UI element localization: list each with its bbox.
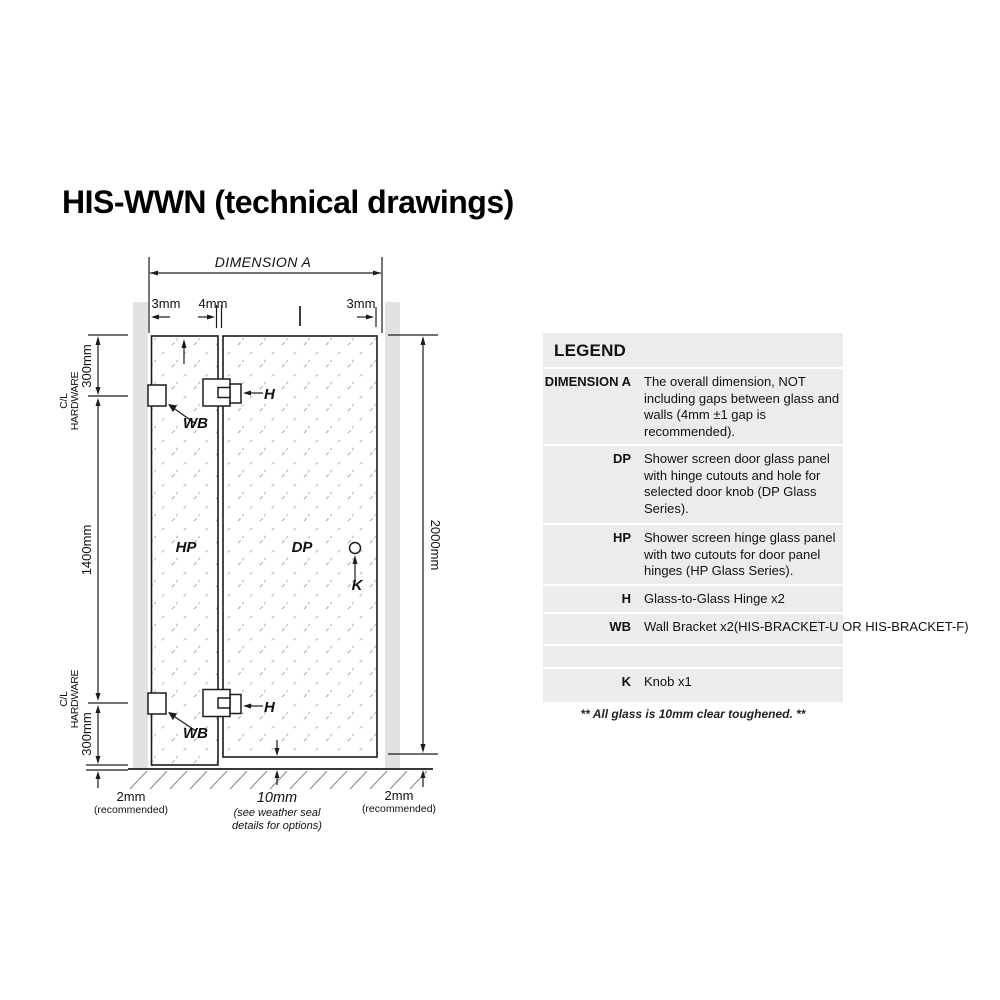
hp-panel-label: HP [175, 539, 197, 556]
bottom-left-note: (recommended) [93, 804, 169, 816]
legend-row-h [543, 584, 843, 612]
legend-definition [644, 651, 841, 663]
legend-definition: Shower screen hinge glass panel with two cutouts for door panel hinges (HP Glass Series). [644, 530, 836, 578]
knob-circle [350, 543, 361, 554]
cl-hardware-bottom-line2: HARDWARE [69, 669, 81, 729]
floor [128, 769, 433, 789]
legend-term: H [621, 591, 631, 606]
gap-right-label: 3mm [346, 296, 376, 311]
legend-row-k [543, 667, 843, 702]
legend-footnote: ** All glass is 10mm clear toughened. ** [580, 707, 806, 721]
cl-hardware-bottom-line1: C/L [58, 691, 70, 707]
legend-row-dimension-a [543, 367, 843, 444]
legend-term [543, 651, 631, 663]
bottom-left-value: 2mm [116, 789, 146, 804]
legend-definition: Shower screen door glass panel with hinge cutouts and hole for selected door knob (DP Glass Series). [644, 451, 830, 516]
dim-1400-label: 1400mm [79, 524, 94, 576]
k-label: K [351, 577, 363, 594]
dp-panel-label: DP [291, 539, 313, 556]
wall-bracket-bottom [148, 693, 166, 714]
legend-term: WB [609, 618, 631, 634]
gap-left-label: 3mm [151, 296, 181, 311]
wb-top-label: WB [183, 415, 208, 432]
dim-300-bottom-label: 300mm [79, 712, 94, 756]
bottom-mid-note2: details for options) [232, 820, 322, 832]
bottom-mid-note1: (see weather seal [233, 807, 321, 819]
legend-term: DIMENSION A [544, 374, 631, 389]
right-wall [385, 302, 400, 769]
page-title: HIS-WWN (technical drawings) [62, 184, 514, 220]
dimension-a-label: DIMENSION A [214, 254, 312, 270]
wb-bottom-label: WB [183, 725, 208, 742]
left-dimensions [58, 335, 128, 788]
dim-2000-label: 2000mm [428, 519, 443, 571]
bottom-right-value: 2mm [384, 788, 414, 803]
h-top-label: H [264, 386, 275, 403]
legend-row-dp [543, 444, 843, 523]
h-bottom-label: H [264, 699, 275, 716]
legend-row-hp [543, 523, 843, 584]
cl-hardware-top-line1: C/L [58, 393, 70, 409]
legend-heading: LEGEND [554, 341, 627, 360]
dimension-a [149, 254, 382, 333]
legend-definition: Glass-to-Glass Hinge x2 [644, 591, 785, 606]
cl-hardware-top-line2: HARDWARE [69, 371, 81, 431]
legend-definition: Wall Bracket x2(HIS-BRACKET-U OR HIS-BRACKET-F) [644, 618, 969, 634]
bottom-right-note: (recommended) [361, 803, 437, 815]
legend-term: DP [612, 451, 631, 466]
floor-hatch [130, 771, 427, 789]
legend-row-wb [543, 612, 969, 644]
left-wall [133, 302, 148, 769]
legend-row-spacer [543, 644, 843, 667]
legend-panel [543, 333, 969, 702]
legend-term: K [621, 673, 631, 689]
gap-mid-label: 4mm [198, 296, 228, 311]
bottom-mid-value: 10mm [256, 790, 298, 806]
legend-definition: Knob x1 [644, 673, 692, 689]
wall-bracket-top [148, 385, 166, 406]
gap-dimensions [151, 296, 376, 328]
dim-300-top-label: 300mm [79, 344, 94, 388]
legend-definition: The overall dimension, NOT including gaps between glass and walls (4mm ±1 gap is recommended). [644, 374, 840, 439]
legend-term: HP [612, 530, 631, 545]
